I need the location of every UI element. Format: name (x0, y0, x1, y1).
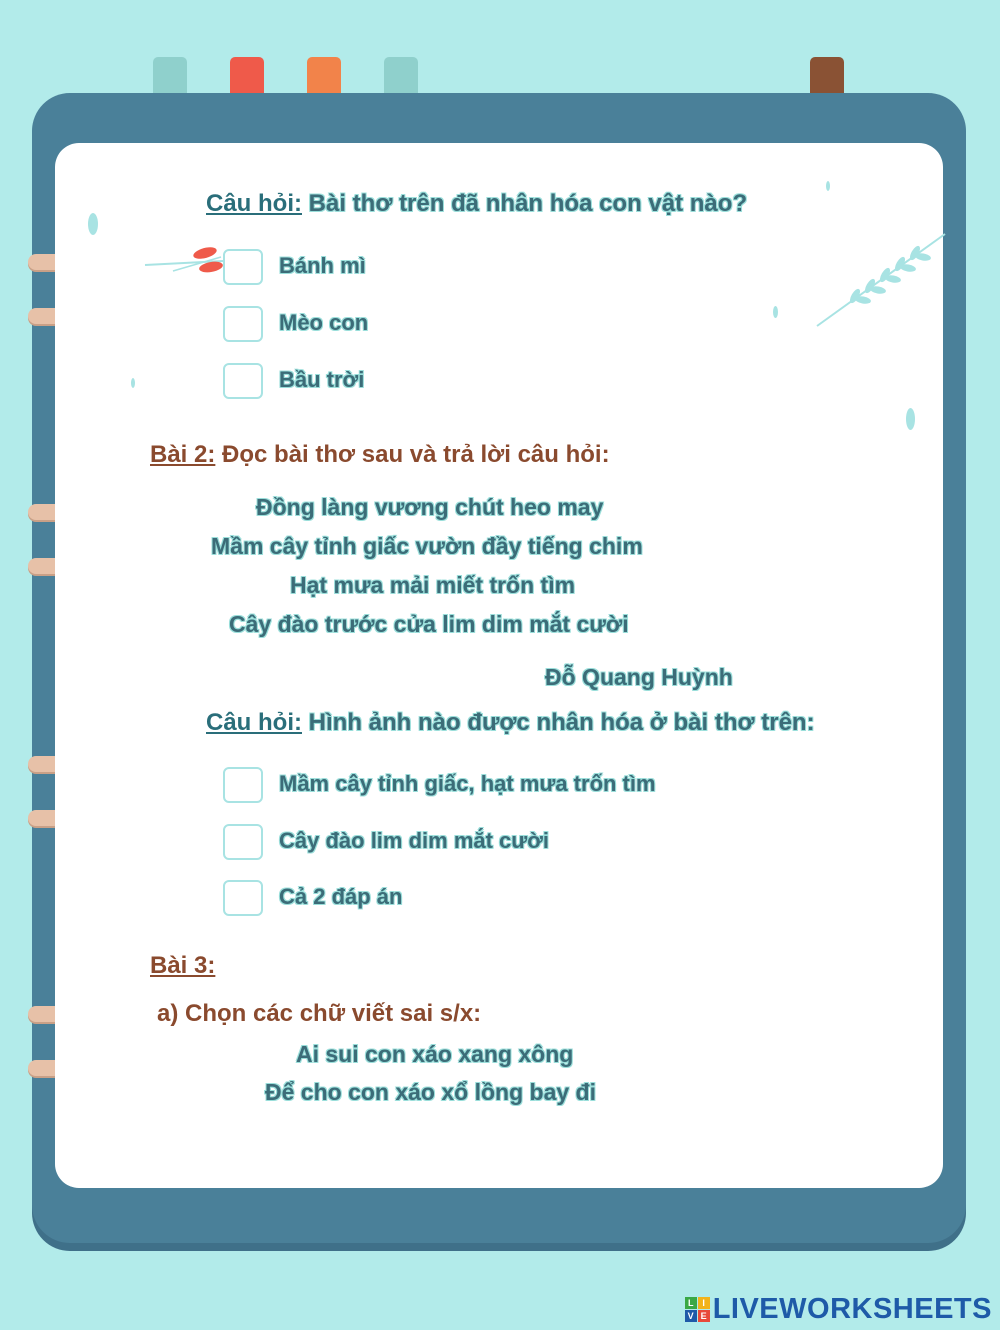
q2-option1-label: Mầm cây tỉnh giấc, hạt mưa trốn tìm (279, 771, 656, 796)
poem-author: Đỗ Quang Huỳnh (545, 664, 733, 690)
q2-option3-checkbox[interactable] (223, 880, 263, 916)
leaf-branch-icon (815, 228, 950, 328)
exercise3-part-a: a) Chọn các chữ viết sai s/x: (157, 1000, 482, 1027)
exercise2-heading (150, 441, 610, 469)
q1-option3-checkbox[interactable] (223, 363, 263, 399)
exercise3-line-2[interactable]: Để cho con xáo xổ lồng bay đi (265, 1079, 596, 1105)
question1-text: Bài thơ trên đã nhân hóa con vật nào? (302, 190, 748, 217)
q1-option1-checkbox[interactable] (223, 249, 263, 285)
q1-option2-checkbox[interactable] (223, 306, 263, 342)
poem-line-2: Mầm cây tỉnh giấc vườn đầy tiếng chim (211, 533, 643, 559)
logo-letter-e: E (698, 1310, 710, 1322)
liveworksheets-logo[interactable] (685, 1293, 992, 1326)
question1-heading (206, 190, 747, 218)
poem-line-3: Hạt mưa mải miết trốn tìm (290, 572, 576, 598)
worksheet-page (55, 143, 943, 1188)
question2-text: Hình ảnh nào được nhân hóa ở bài thơ trên: (302, 709, 815, 736)
exercise2-instruction: Đọc bài thơ sau và trả lời câu hỏi: (215, 441, 610, 468)
exercise3-label: Bài 3: (150, 952, 216, 979)
red-leaf-sprig-icon (143, 245, 228, 275)
poem-line-1: Đồng làng vương chút heo may (256, 494, 604, 520)
exercise2-label: Bài 2: (150, 441, 216, 468)
logo-letter-v: V (685, 1310, 697, 1322)
decor-dot (131, 378, 135, 388)
exercise3-line-1[interactable]: Ai sui con xáo xang xông (296, 1041, 574, 1067)
q2-option1-checkbox[interactable] (223, 767, 263, 803)
decor-dot (88, 213, 98, 235)
logo-text: LIVEWORKSHEETS (712, 1293, 992, 1325)
q2-option2-label: Cây đào lim dim mắt cười (279, 828, 549, 853)
poem-line-4: Cây đào trước cửa lim dim mắt cười (229, 611, 629, 637)
logo-letter-i: I (698, 1297, 710, 1309)
q1-option2-label: Mèo con (279, 310, 369, 335)
decor-dot (906, 408, 915, 430)
decor-dot (826, 181, 830, 191)
decor-dot (773, 306, 778, 318)
q2-option2-checkbox[interactable] (223, 824, 263, 860)
q2-option3-label: Cả 2 đáp án (279, 884, 403, 909)
q1-option1-label: Bánh mì (279, 253, 366, 278)
logo-letter-l: L (685, 1297, 697, 1309)
question1-label: Câu hỏi: (206, 190, 302, 217)
question2-heading (206, 709, 815, 737)
logo-grid-icon (685, 1297, 710, 1322)
q1-option3-label: Bầu trời (279, 367, 365, 392)
question2-label: Câu hỏi: (206, 709, 302, 736)
